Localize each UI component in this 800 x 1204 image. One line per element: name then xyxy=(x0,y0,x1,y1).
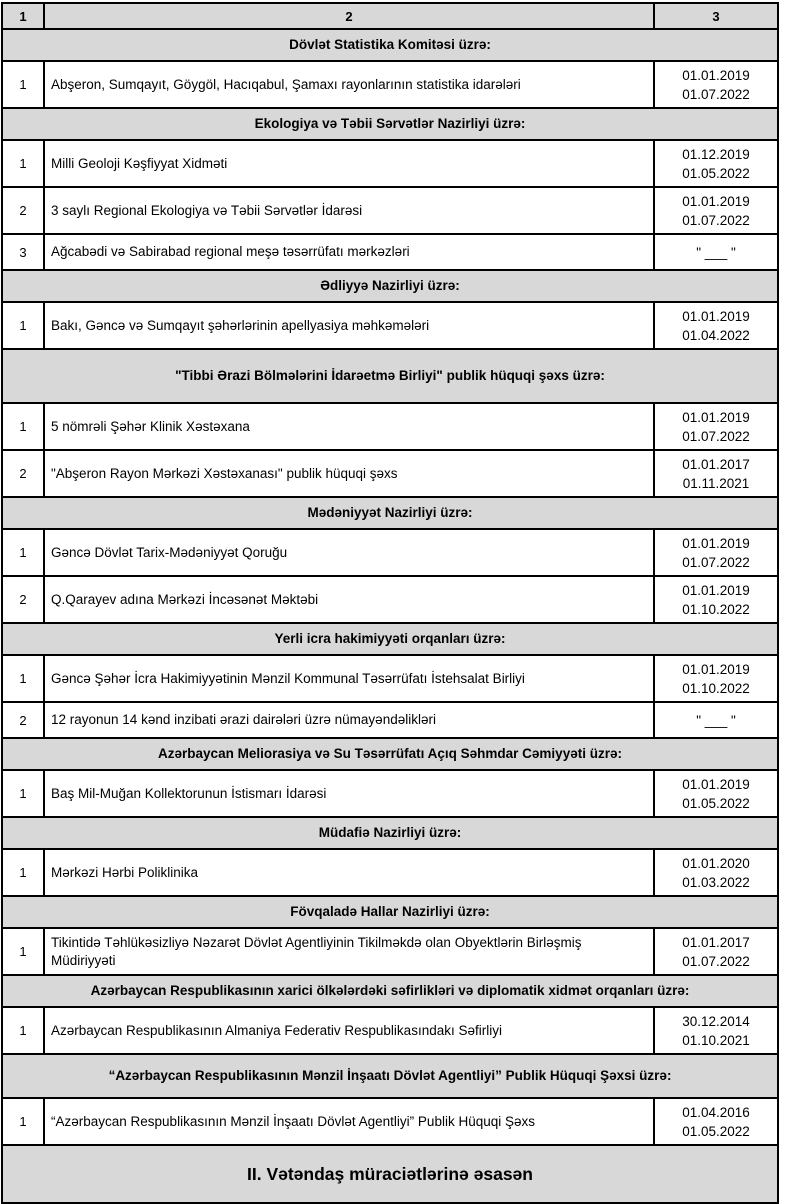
date-range-cell xyxy=(654,655,778,702)
organization-name: "Abşeron Rayon Mərkəzi Xəstəxanası" publik hüquqi şəxs xyxy=(44,450,654,497)
row-number: 1 xyxy=(2,1007,44,1054)
date-range-cell xyxy=(654,849,778,896)
column-header-2: 2 xyxy=(44,3,654,29)
organization-name: Ağcabədi və Sabirabad regional meşə təsərrüfatı mərkəzləri xyxy=(44,234,654,270)
organization-name: Gəncə Şəhər İcra Hakimiyyətinin Mənzil Kommunal Təsərrüfatı İstehsalat Birliyi xyxy=(44,655,654,702)
date-line: 01.04.2022 xyxy=(682,327,750,343)
date-range-cell xyxy=(654,1098,778,1145)
table-row xyxy=(2,302,778,349)
date-range-cell xyxy=(654,576,778,623)
organization-name: Baş Mil-Muğan Kollektorunun İstismarı İdarəsi xyxy=(44,770,654,817)
date-range-cell xyxy=(654,187,778,234)
table-row xyxy=(2,1098,778,1145)
row-number: 1 xyxy=(2,655,44,702)
date-line: 01.05.2022 xyxy=(682,165,750,181)
date-line: 01.01.2019 xyxy=(682,776,750,792)
date-range-cell xyxy=(654,928,778,975)
organization-name: Bakı, Gəncə və Sumqayıt şəhərlərinin apellyasiya məhkəmələri xyxy=(44,302,654,349)
date-line: 01.07.2022 xyxy=(682,953,750,969)
footer-row xyxy=(2,1145,778,1203)
row-number: 1 xyxy=(2,403,44,450)
date-line: 01.01.2019 xyxy=(682,67,750,83)
section-header-row xyxy=(2,349,778,403)
date-range-cell xyxy=(654,61,778,108)
date-line: " ___ " xyxy=(696,712,736,728)
section-title: Yerli icra hakimiyyəti orqanları üzrə: xyxy=(2,623,778,655)
date-line: 01.07.2022 xyxy=(682,554,750,570)
section-title: "Tibbi Ərazi Bölmələrini İdarəetmə Birliyi" publik hüquqi şəxs üzrə: xyxy=(2,349,778,403)
row-number: 2 xyxy=(2,576,44,623)
date-range-cell xyxy=(654,140,778,187)
date-range-cell xyxy=(654,770,778,817)
section-title: Dövlət Statistika Komitəsi üzrə: xyxy=(2,29,778,61)
date-line: 01.10.2022 xyxy=(682,601,750,617)
section-header-row xyxy=(2,108,778,140)
row-number: 1 xyxy=(2,1098,44,1145)
date-line: 01.07.2022 xyxy=(682,212,750,228)
table-row xyxy=(2,450,778,497)
date-line: 01.01.2019 xyxy=(682,661,750,677)
section-header-row xyxy=(2,29,778,61)
organization-name: “Azərbaycan Respublikasının Mənzil İnşaatı Dövlət Agentliyi” Publik Hüquqi Şəxs xyxy=(44,1098,654,1145)
table-row xyxy=(2,234,778,270)
date-line: 01.05.2022 xyxy=(682,1123,750,1139)
table-row xyxy=(2,61,778,108)
organizations-table xyxy=(1,2,779,1204)
date-line: 01.12.2019 xyxy=(682,146,750,162)
organization-name: Abşeron, Sumqayıt, Göygöl, Hacıqabul, Şamaxı rayonlarının statistika idarələri xyxy=(44,61,654,108)
date-line: 01.01.2019 xyxy=(682,535,750,551)
section-header-row xyxy=(2,623,778,655)
organization-name: Q.Qarayev adına Mərkəzi İncəsənət Məktəbi xyxy=(44,576,654,623)
date-range-cell xyxy=(654,1007,778,1054)
date-line: 01.01.2019 xyxy=(682,308,750,324)
table-row xyxy=(2,140,778,187)
date-line: 01.01.2019 xyxy=(682,582,750,598)
section-title: Ədliyyə Nazirliyi üzrə: xyxy=(2,270,778,302)
row-number: 1 xyxy=(2,928,44,975)
table-row xyxy=(2,403,778,450)
footer-title: II. Vətəndaş müraciətlərinə əsasən xyxy=(2,1145,778,1203)
date-range-cell xyxy=(654,234,778,270)
section-header-row xyxy=(2,896,778,928)
table-row xyxy=(2,849,778,896)
table-row xyxy=(2,187,778,234)
date-line: 01.07.2022 xyxy=(682,428,750,444)
date-line: 01.10.2021 xyxy=(682,1032,750,1048)
date-line: 01.04.2016 xyxy=(682,1104,750,1120)
row-number: 1 xyxy=(2,302,44,349)
table-row xyxy=(2,576,778,623)
section-title: Müdafiə Nazirliyi üzrə: xyxy=(2,817,778,849)
date-range-cell xyxy=(654,702,778,738)
date-line: 01.01.2017 xyxy=(682,934,750,950)
date-line: 01.11.2021 xyxy=(682,475,750,491)
row-number: 1 xyxy=(2,61,44,108)
row-number: 2 xyxy=(2,702,44,738)
section-header-row xyxy=(2,497,778,529)
organization-name: 3 saylı Regional Ekologiya və Təbii Sərvətlər İdarəsi xyxy=(44,187,654,234)
section-title: Fövqaladə Hallar Nazirliyi üzrə: xyxy=(2,896,778,928)
table-row xyxy=(2,928,778,975)
organization-name: Mərkəzi Hərbi Poliklinika xyxy=(44,849,654,896)
section-title: Mədəniyyət Nazirliyi üzrə: xyxy=(2,497,778,529)
date-line: 01.03.2022 xyxy=(682,874,750,890)
organization-name: Tikintidə Təhlükəsizliyə Nəzarət Dövlət Agentliyinin Tikilməkdə olan Obyektlərin Birləşmiş Müdiriyyəti xyxy=(44,928,654,975)
column-header-row xyxy=(2,3,778,29)
organization-name: 12 rayonun 14 kənd inzibati ərazi dairələri üzrə nümayəndəlikləri xyxy=(44,702,654,738)
section-title: Azərbaycan Meliorasiya və Su Təsərrüfatı Açıq Səhmdar Cəmiyyəti üzrə: xyxy=(2,738,778,770)
row-number: 2 xyxy=(2,187,44,234)
date-line: 01.10.2022 xyxy=(682,680,750,696)
row-number: 1 xyxy=(2,849,44,896)
row-number: 1 xyxy=(2,140,44,187)
row-number: 1 xyxy=(2,770,44,817)
section-title: “Azərbaycan Respublikasının Mənzil İnşaatı Dövlət Agentliyi” Publik Hüquqi Şəxsi üzrə: xyxy=(2,1054,778,1098)
date-line: 01.05.2022 xyxy=(682,795,750,811)
table-row xyxy=(2,702,778,738)
date-line: 30.12.2014 xyxy=(682,1013,750,1029)
organization-name: Azərbaycan Respublikasının Almaniya Federativ Respublikasındakı Səfirliyi xyxy=(44,1007,654,1054)
section-header-row xyxy=(2,817,778,849)
row-number: 1 xyxy=(2,529,44,576)
date-line: 01.01.2019 xyxy=(682,193,750,209)
section-title: Ekologiya və Təbii Sərvətlər Nazirliyi üzrə: xyxy=(2,108,778,140)
section-header-row xyxy=(2,1054,778,1098)
organization-name: 5 nömrəli Şəhər Klinik Xəstəxana xyxy=(44,403,654,450)
date-range-cell xyxy=(654,450,778,497)
row-number: 2 xyxy=(2,450,44,497)
section-title: Azərbaycan Respublikasının xarici ölkələrdəki səfirlikləri və diplomatik xidmət orqanları üzrə: xyxy=(2,975,778,1007)
table-row xyxy=(2,655,778,702)
date-range-cell xyxy=(654,302,778,349)
section-header-row xyxy=(2,270,778,302)
section-header-row xyxy=(2,738,778,770)
date-line: 01.01.2017 xyxy=(682,456,750,472)
row-number: 3 xyxy=(2,234,44,270)
date-line: 01.07.2022 xyxy=(682,86,750,102)
column-header-1: 1 xyxy=(2,3,44,29)
date-line: 01.01.2019 xyxy=(682,409,750,425)
date-range-cell xyxy=(654,529,778,576)
organization-name: Gəncə Dövlət Tarix-Mədəniyyət Qoruğu xyxy=(44,529,654,576)
table-row xyxy=(2,770,778,817)
table-row xyxy=(2,529,778,576)
date-range-cell xyxy=(654,403,778,450)
organization-name: Milli Geoloji Kəşfiyyat Xidməti xyxy=(44,140,654,187)
column-header-3: 3 xyxy=(654,3,778,29)
date-line: 01.01.2020 xyxy=(682,855,750,871)
table-row xyxy=(2,1007,778,1054)
date-line: " ___ " xyxy=(696,244,736,260)
section-header-row xyxy=(2,975,778,1007)
